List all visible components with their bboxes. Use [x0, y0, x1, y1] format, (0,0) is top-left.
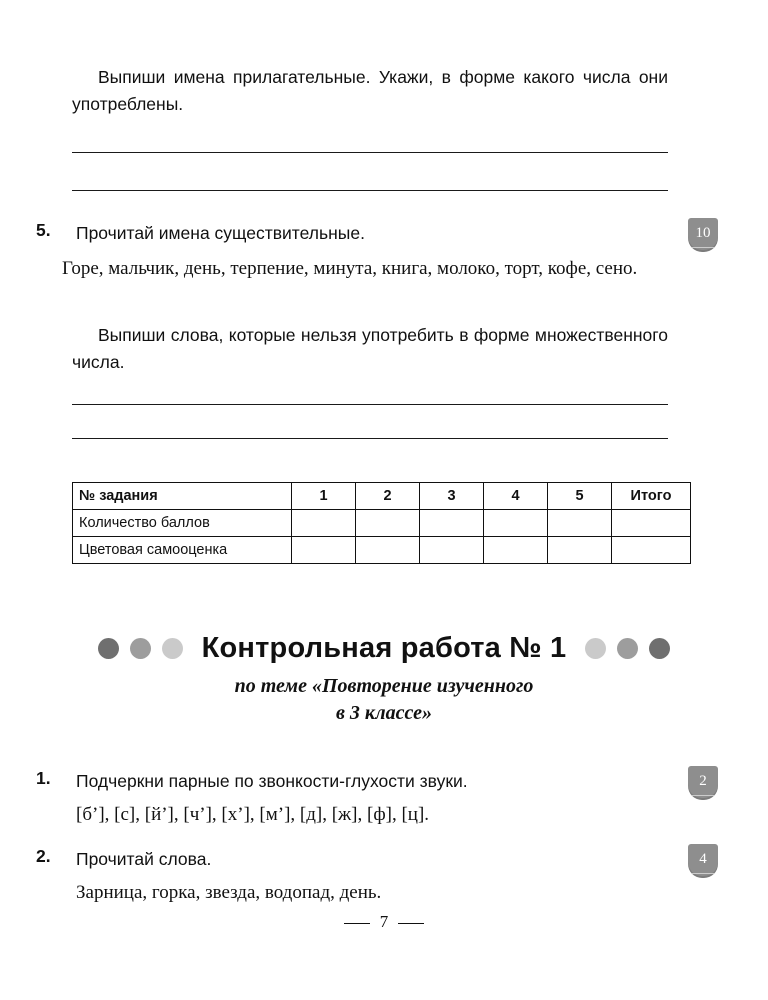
table-cell[interactable] — [292, 537, 356, 564]
decorative-dot-icon — [585, 638, 606, 659]
answer-line — [72, 152, 668, 153]
task1-instruction: Подчеркни парные по звонкости-глухости звуки. — [76, 771, 468, 791]
answer-line — [72, 438, 668, 439]
table-header-cell: № задания — [73, 483, 292, 510]
decorative-dot-icon — [617, 638, 638, 659]
section-heading — [0, 632, 768, 727]
table-cell[interactable] — [548, 510, 612, 537]
answer-line — [72, 404, 668, 405]
table-header-cell: 4 — [484, 483, 548, 510]
table-header-cell: 2 — [356, 483, 420, 510]
page-title: Контрольная работа № 1 — [201, 632, 567, 664]
table-cell[interactable] — [484, 510, 548, 537]
task2-instruction: Прочитай слова. — [76, 849, 212, 869]
decorative-dot-icon — [649, 638, 670, 659]
task5-score-badge: 10 — [688, 218, 718, 252]
score-table — [72, 482, 691, 564]
task2-score-badge: 4 — [688, 844, 718, 878]
table-cell[interactable] — [420, 510, 484, 537]
table-header-cell: 1 — [292, 483, 356, 510]
task1-sounds: [б’], [с], [й’], [ч’], [х’], [м’], [д], [ж], [ф], [ц]. — [76, 804, 430, 825]
task5-words: Горе, мальчик, день, терпение, минута, книга, молоко, торт, кофе, сено. — [62, 258, 638, 279]
answer-line — [72, 190, 668, 191]
table-row — [73, 510, 691, 537]
table-row-label: Количество баллов — [73, 510, 292, 537]
table-cell[interactable] — [612, 510, 691, 537]
task5-number: 5. — [36, 220, 51, 240]
heading-row — [0, 632, 768, 665]
top-task-instruction: Выпиши имена прилагательные. Укажи, в форме какого числа они употреблены. — [72, 67, 668, 115]
table-cell[interactable] — [356, 537, 420, 564]
page-subtitle — [0, 673, 768, 727]
footer-dash-left — [344, 923, 370, 924]
table-row-label: Цветовая самооценка — [73, 537, 292, 564]
table-header-row — [73, 483, 691, 510]
table-header-cell: 3 — [420, 483, 484, 510]
page-subtitle-line1: по теме «Повторение изученного — [234, 675, 534, 697]
decorative-dot-icon — [98, 638, 119, 659]
table-cell[interactable] — [612, 537, 691, 564]
table-cell[interactable] — [484, 537, 548, 564]
task5-question: Выпиши слова, которые нельзя употребить в форме множественного числа. — [72, 325, 668, 373]
page-subtitle-line2: в 3 классе» — [335, 702, 433, 724]
table-cell[interactable] — [548, 537, 612, 564]
task5-instruction: Прочитай имена существительные. — [76, 223, 365, 243]
page-number: 7 — [379, 912, 389, 931]
task2-words: Зарница, горка, звезда, водопад, день. — [76, 882, 382, 903]
table-cell[interactable] — [420, 537, 484, 564]
task1-number: 1. — [36, 768, 51, 788]
table-cell[interactable] — [292, 510, 356, 537]
table-cell[interactable] — [356, 510, 420, 537]
table-header-cell: Итого — [612, 483, 691, 510]
table-header-cell: 5 — [548, 483, 612, 510]
task2-number: 2. — [36, 846, 51, 866]
footer-dash-right — [398, 923, 424, 924]
decorative-dot-icon — [130, 638, 151, 659]
page-footer — [0, 912, 768, 932]
table-row — [73, 537, 691, 564]
task1-score-badge: 2 — [688, 766, 718, 800]
decorative-dot-icon — [162, 638, 183, 659]
